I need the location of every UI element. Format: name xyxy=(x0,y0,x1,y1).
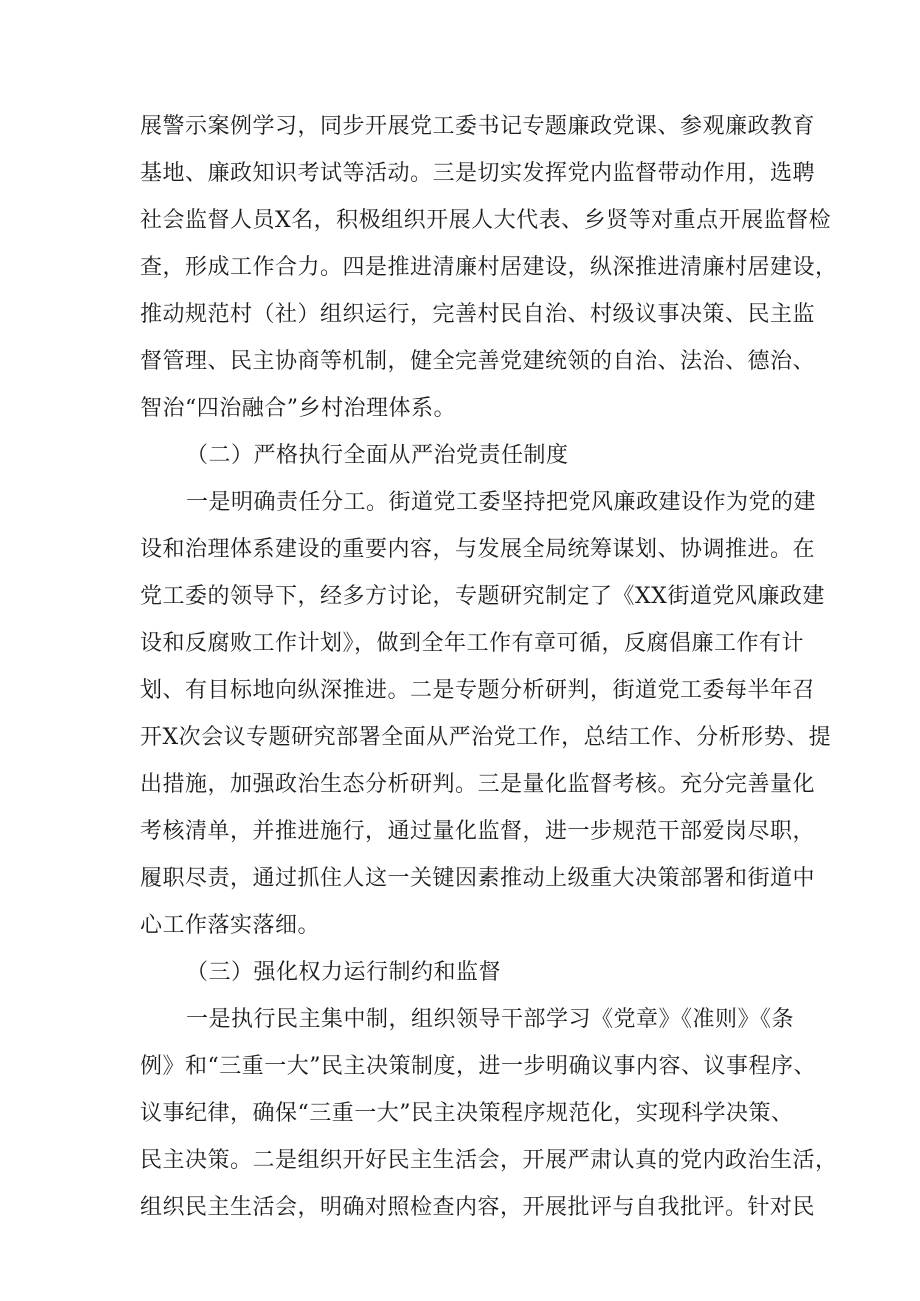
paragraph-line: 设和治理体系建设的重要内容，与发展全局统筹谋划、协调推进。在 xyxy=(140,537,816,562)
paragraph-line: 履职尽责，通过抓住人这一关键因素推动上级重大决策部署和街道中 xyxy=(140,866,816,891)
paragraph-line: 考核清单，并推进施行，通过量化监督，进一步规范干部爱岗尽职， xyxy=(140,819,816,844)
paragraph-line: 智治“四治融合”乡村治理体系。 xyxy=(140,396,456,421)
paragraph-line: 党工委的领导下，经多方讨论，专题研究制定了《XX街道党风廉政建 xyxy=(140,584,825,609)
section-heading: （二）严格执行全面从严治党责任制度 xyxy=(186,443,569,468)
paragraph-line: 督管理、民主协商等机制，健全完善党建统领的自治、法治、德治、 xyxy=(140,349,816,374)
paragraph-line: 划、有目标地向纵深推进。二是专题分析研判，街道党工委每半年召 xyxy=(140,678,816,703)
paragraph-line: 一是明确责任分工。街道党工委坚持把党风廉政建设作为党的建 xyxy=(186,490,817,515)
paragraph-line: 民主决策。二是组织开好民主生活会，开展严肃认真的党内政治生活， xyxy=(140,1148,838,1173)
paragraph-line: 推动规范村（社）组织运行，完善村民自治、村级议事决策、民主监 xyxy=(140,302,816,327)
paragraph-line: 一是执行民主集中制，组织领导干部学习《党章》《准则》《条 xyxy=(186,1007,795,1032)
paragraph-line: 开X次会议专题研究部署全面从严治党工作，总结工作、分析形势、提 xyxy=(140,725,832,750)
paragraph-line: 组织民主生活会，明确对照检查内容，开展批评与自我批评。针对民 xyxy=(140,1195,816,1220)
paragraph-line: 例》和“三重一大”民主决策制度，进一步明确议事内容、议事程序、 xyxy=(140,1054,816,1079)
paragraph-line: 基地、廉政知识考试等活动。三是切实发挥党内监督带动作用，选聘 xyxy=(140,161,816,186)
paragraph-line: 查，形成工作合力。四是推进清廉村居建设，纵深推进清廉村居建设， xyxy=(140,255,838,280)
paragraph-line: 议事纪律，确保“三重一大”民主决策程序规范化，实现科学决策、 xyxy=(140,1101,794,1126)
paragraph-line: 出措施，加强政治生态分析研判。三是量化监督考核。充分完善量化 xyxy=(140,772,816,797)
paragraph-line: 设和反腐败工作计划》，做到全年工作有章可循，反腐倡廉工作有计 xyxy=(140,631,805,656)
paragraph-line: 心工作落实落细。 xyxy=(140,913,321,938)
paragraph-line: 社会监督人员X名，积极组织开展人大代表、乡贤等对重点开展监督检 xyxy=(140,208,832,233)
section-heading: （三）强化权力运行制约和监督 xyxy=(186,960,502,985)
paragraph-line: 展警示案例学习，同步开展党工委书记专题廉政党课、参观廉政教育 xyxy=(140,114,816,139)
